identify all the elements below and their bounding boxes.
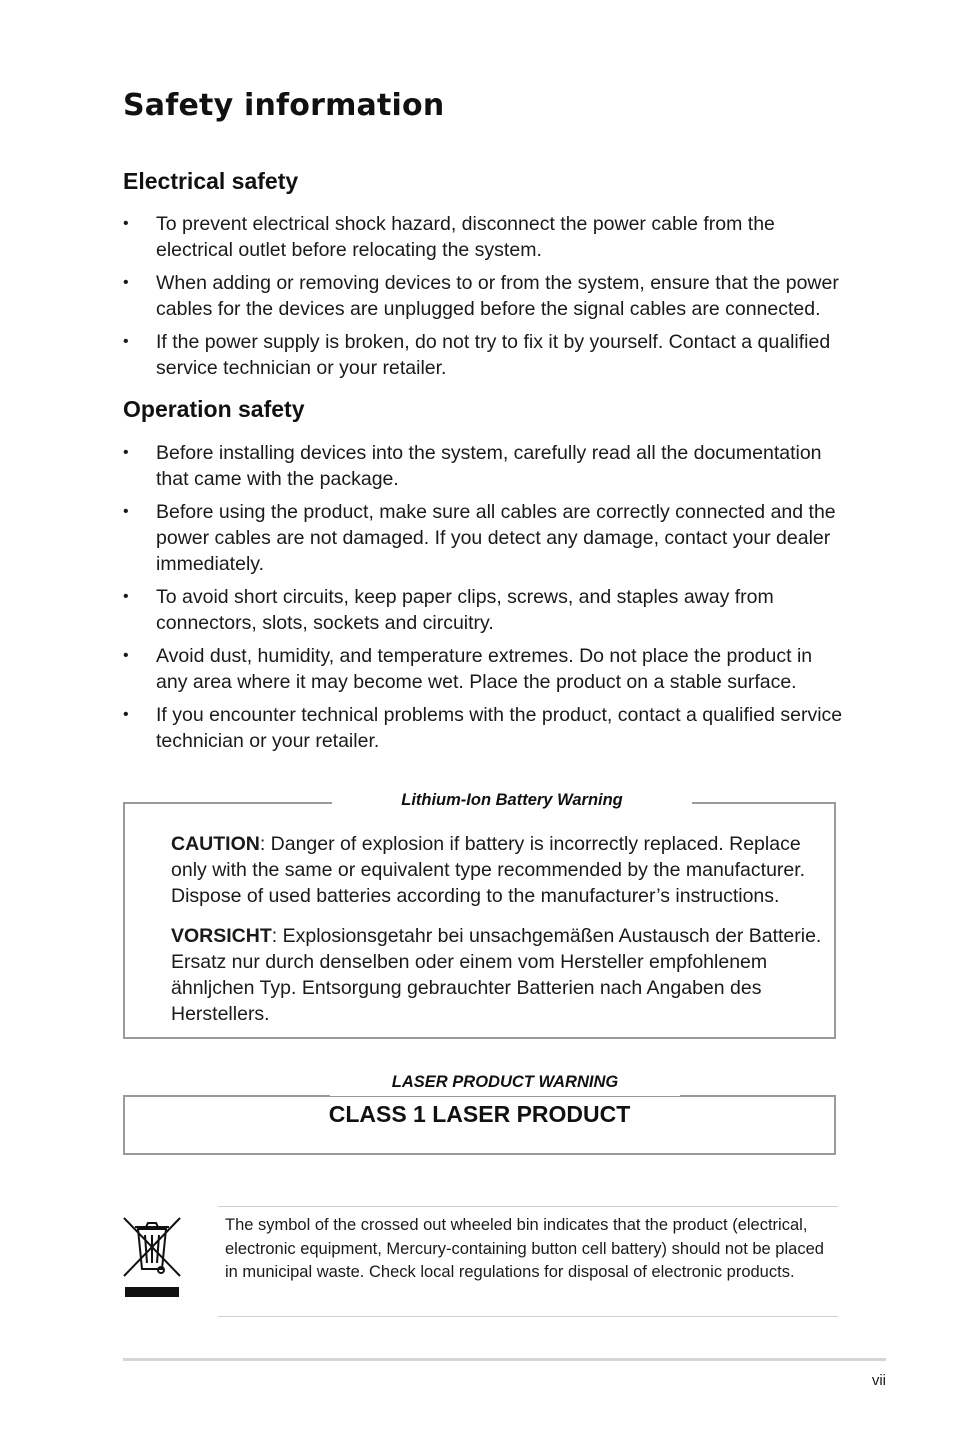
battery-warning-box (123, 791, 836, 1039)
vorsicht-paragraph (171, 923, 831, 1027)
laser-warning-label: LASER PRODUCT WARNING (330, 1073, 680, 1096)
battery-warning-label: Lithium-Ion Battery Warning (332, 791, 692, 810)
vorsicht-text: : Explosionsgetahr bei unsachgemäßen Austausch der Batterie. Ersatz nur durch denselben oder einem vom Hersteller empfohlenem ähnljchen Typ. Entsorgung gebrauchter Batterien nach Angaben des Herstellers. (171, 925, 822, 1025)
list-item: • To prevent electrical shock hazard, disconnect the power cable from the electrical outlet before relocating the system. (123, 213, 775, 261)
list-item: • If the power supply is broken, do not try to fix it by yourself. Contact a qualified service technician or your retailer. (123, 331, 831, 379)
bullet-icon: • (123, 503, 129, 520)
laser-warning-box (123, 1073, 836, 1155)
list-item: • Before using the product, make sure all cables are correctly connected and the power cables are not damaged. If you detect any damage, contact your dealer immediately. (123, 501, 836, 575)
list-item: • When adding or removing devices to or from the system, ensure that the power cables for the devices are unplugged before the signal cables are connected. (123, 272, 839, 320)
operation-safety-list (123, 440, 843, 761)
bullet-icon: • (123, 215, 129, 232)
electrical-safety-heading: Electrical safety (123, 168, 299, 194)
caution-label: CAUTION (171, 833, 260, 855)
operation-safety-heading: Operation safety (123, 396, 305, 422)
bullet-icon: • (123, 444, 129, 461)
caution-paragraph (171, 831, 831, 909)
caution-text: : Danger of explosion if battery is incorrectly replaced. Replace only with the same or equivalent type recommended by the manufacturer. Dispose of used batteries according to the manufacturer’s instructions. (171, 833, 806, 907)
weee-notice-text: The symbol of the crossed out wheeled bin indicates that the product (electrical, electronic equipment, Mercury-containing button cell battery) should not be placed in municipal waste. Check local regulations for disposal of electronic products. (225, 1216, 824, 1281)
bullet-icon: • (123, 333, 129, 350)
electrical-safety-list (123, 211, 843, 388)
laser-class-text: CLASS 1 LASER PRODUCT (328, 1101, 631, 1127)
bullet-icon: • (123, 706, 129, 723)
bullet-icon: • (123, 588, 129, 605)
crossed-out-wheeled-bin-icon (121, 1215, 183, 1301)
divider (218, 1206, 838, 1207)
page-number: vii (871, 1372, 886, 1389)
list-item: • Before installing devices into the system, carefully read all the documentation that came with the package. (123, 442, 822, 490)
divider (218, 1316, 838, 1317)
bullet-icon: • (123, 647, 129, 664)
vorsicht-label: VORSICHT (171, 925, 272, 947)
list-item: • To avoid short circuits, keep paper clips, screws, and staples away from connectors, slots, sockets and circuitry. (123, 586, 774, 634)
bullet-icon: • (123, 274, 129, 291)
page-title: Safety information (123, 88, 445, 123)
footer-divider (123, 1358, 886, 1361)
list-item: • If you encounter technical problems with the product, contact a qualified service technician or your retailer. (123, 704, 843, 752)
list-item: • Avoid dust, humidity, and temperature extremes. Do not place the product in any area where it may become wet. Place the product on a stable surface. (123, 645, 813, 693)
